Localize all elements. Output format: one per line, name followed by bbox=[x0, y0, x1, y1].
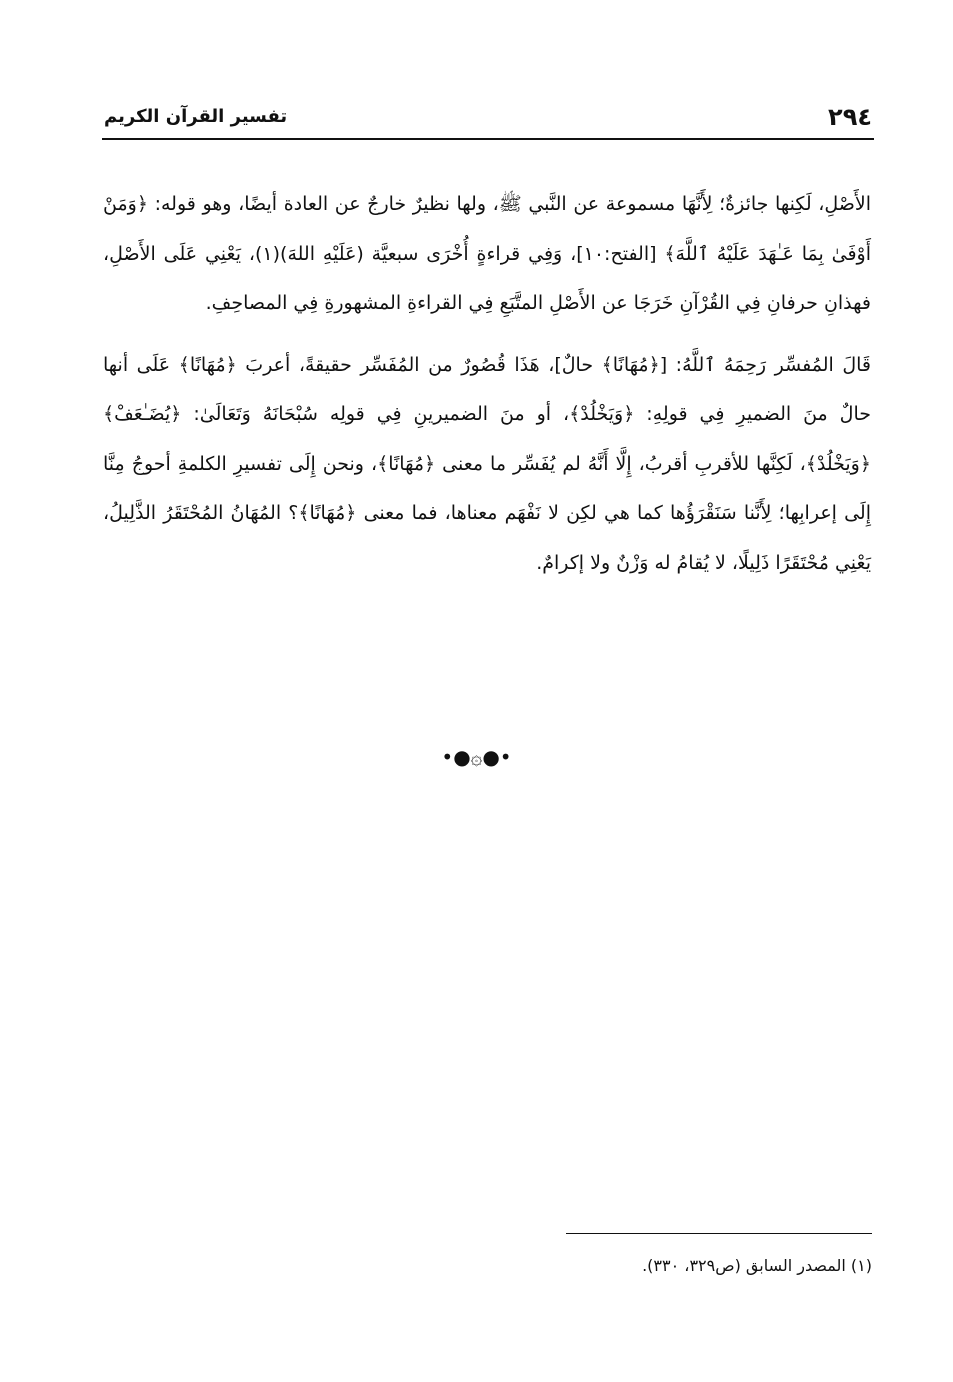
footnote-rule bbox=[566, 1233, 872, 1234]
header-rule bbox=[102, 138, 874, 140]
section-separator-ornament: •●۞●• bbox=[441, 745, 512, 769]
page-header bbox=[102, 96, 874, 140]
paragraph-2: قَالَ المُفسِّر رَحِمَهُ ٱللَّهُ: [﴿مُهَانًا﴾ حالٌ]، هَذَا قُصُورٌ من المُفَسِّر حقيقةً، أعربَ ﴿مُهَانًا﴾ عَلَى أنها حالٌ منَ الضميرِ فِي قولِهِ: ﴿وَيَخْلُدْ﴾، أو منَ الضميرينِ فِي قولِه سُبْحَانَهُ وَتَعَالَىٰ: ﴿يُضَـٰعَفْ﴾ ﴿وَيَخْلُدْ﴾، لَكِنَّها للأقربِ أقربُ، إِلَّا أَنَّهُ لم يُفَسِّر ما معنى ﴿مُهَانًا﴾، ونحن إِلَى تفسيرِ الكلمةِ أحوجُ مِنَّا إِلَى إعرابِها؛ لِأَنَّنا سَنَقْرَؤُها كما هي لكِن لا نَفْهَم معناها، فما معنى ﴿مُهَانًا﴾؟ المُهَانُ المُحْتَقَرُ الذَّلِيلُ، يَعْنِي مُحْتَقَرًا ذَلِيلًا، لا يُقامُ له وَزْنٌ ولا إكرامٌ. bbox=[103, 353, 871, 574]
body-text bbox=[103, 180, 871, 588]
paragraph-1: الأَصْلِ، لَكِنها جائزةٌ؛ لِأَنَّهَا مسموعة عن النَّبي ﷺ، ولها نظيرٌ خارجٌ عن العادة أيضًا، وهو قوله: ﴿وَمَنْ أَوْفَىٰ بِمَا عَـٰهَدَ عَلَيْهُ ٱللَّهَ﴾ [الفتح:١٠]، وَفِي قراءةٍ أُخْرَى سبعيَّة (عَلَيْهِ اللهَ)(١)، يَعْنِي عَلَى الأَصْلِ، فهذانِ حرفانِ فِي القُرْآنِ خَرَجَا عن الأَصْلِ المتَّبَعِ فِي القراءةِ المشهورةِ فِي المصاحِفِ. bbox=[103, 193, 872, 314]
footnote-1: (١) المصدر السابق (ص٣٢٩، ٣٣٠). bbox=[642, 1256, 872, 1275]
running-title: تفسير القرآن الكريم bbox=[104, 106, 288, 127]
page-number: ٢٩٤ bbox=[828, 103, 872, 131]
